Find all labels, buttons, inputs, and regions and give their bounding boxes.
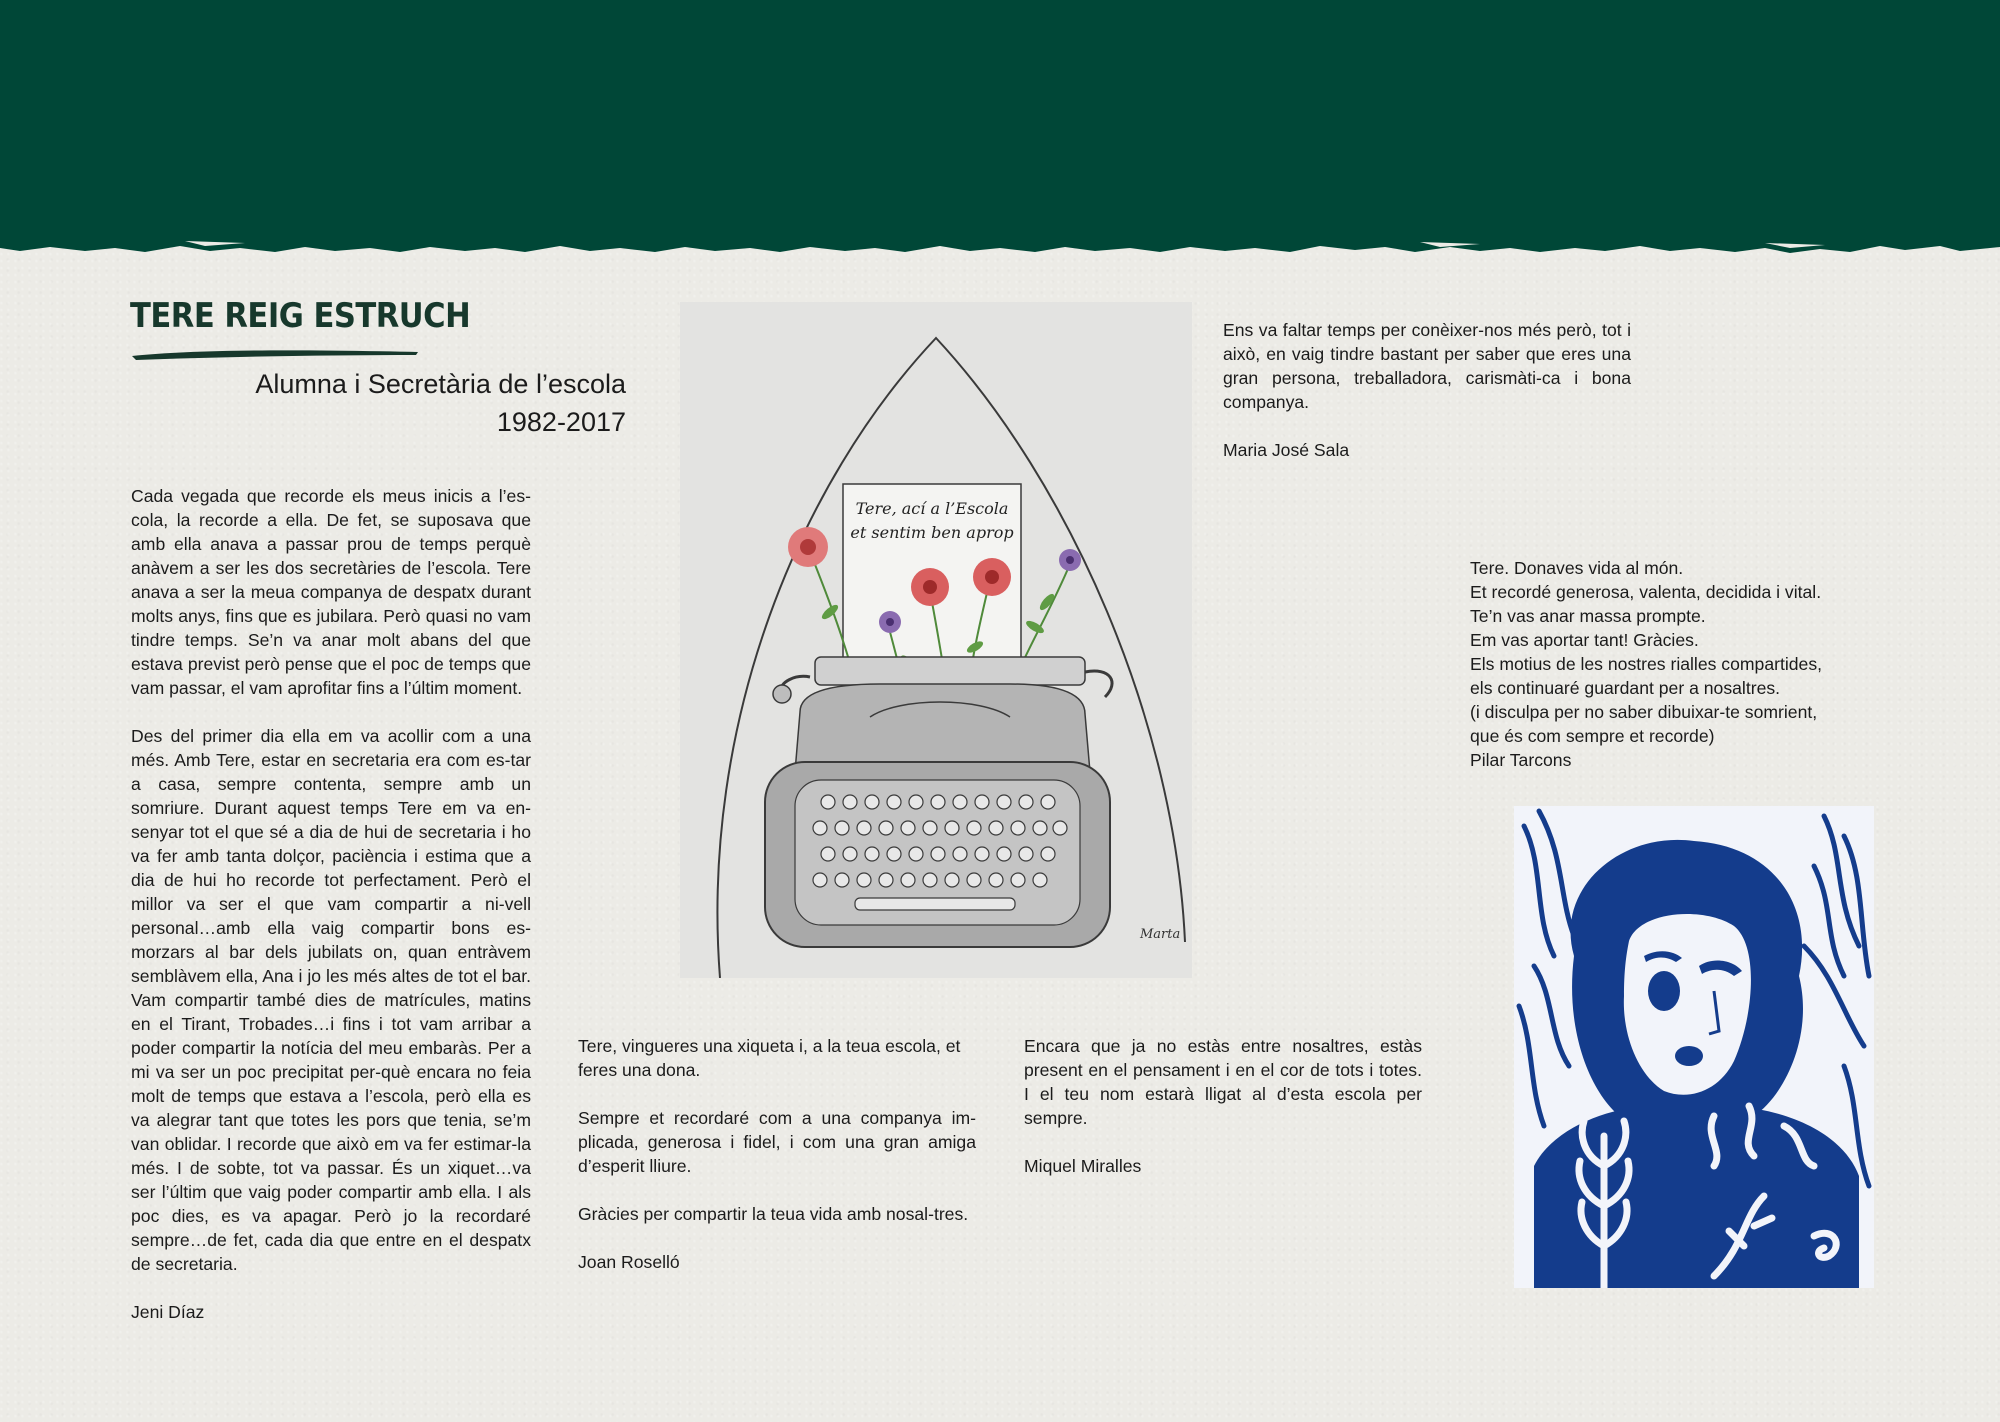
tribute-pilar (1470, 556, 1870, 796)
spacebar (855, 898, 1015, 910)
drawing-paper-line2: et sentim ben aprop (850, 523, 1014, 542)
poem-line: Te’n vas anar massa prompte. (1470, 606, 1706, 626)
red-flower-icon (973, 558, 1011, 596)
header-banner (0, 0, 2000, 262)
linocut-portrait-image (1514, 806, 1874, 1288)
subtitle-role: Alumna i Secretària de l’escola (255, 369, 626, 399)
purple-flower-icon (1059, 549, 1081, 571)
tribute-paragraph: Tere, vingueres una xiqueta i, a la teua escola, et feres una dona. (578, 1036, 961, 1080)
tribute-jeni (131, 484, 531, 1348)
purple-flower-icon (879, 611, 901, 633)
poem-line: els continuaré guardant per a nosaltres. (1470, 678, 1781, 698)
tribute-paragraph: Gràcies per compartir la teua vida amb nosal-tres. (578, 1204, 969, 1224)
poem-line: que és com sempre et recorde) (1470, 726, 1715, 746)
subtitle-years: 1982-2017 (496, 407, 626, 437)
tribute-paragraph: Cada vegada que recorde els meus inicis a l’es-cola, la recorde a ella. De fet, se suposava que amb ella anava a passar prou de temps perquè anàvem a ser les dos secretàries de l’escola. Tere anava a ser la meua companya de despatx durant molts anys, fins que es jubilara. Però quasi no vam tindre temps. Se’n va anar molt abans del que estava previst però pense que el poc de temps que vam passar, el vam aprofitar fins a l’últim moment. (131, 486, 531, 698)
tribute-signature: Jeni Díaz (131, 1302, 205, 1322)
tribute-paragraph: Sempre et recordaré com a una companya im-plicada, generosa i fidel, i com una gran amiga d’esperit lliure. (578, 1108, 976, 1176)
artist-signature: Marta (1140, 927, 1181, 942)
tribute-signature: Miquel Miralles (1024, 1156, 1142, 1176)
red-flower-icon (911, 568, 949, 606)
typewriter-illustration (680, 302, 1192, 978)
typewriter-drawing (680, 302, 1192, 978)
tribute-miquel (1024, 1034, 1422, 1202)
tribute-paragraph: Des del primer dia ella em va acollir com a una més. Amb Tere, estar en secretaria era com es-tar a casa, sempre contenta, sempre amb un somriure. Durant aquest temps Tere em va en-senyar tot el que sé a dia de hui de secretaria i ho va fer amb tanta dolçor, paciència i estima que a dia de hui ho recorde tot perfectament. Però el millor va ser el que vam compartir a ni-vell personal…amb ella vaig compartir bons es-morzars al bar dels jubilats on, quan entràvem semblàvem ella, Ana i jo les més altes de tot el bar. Vam compartir també dies de matrícules, matins en el Tirant, Trobades…i fins i tot vam arribar a poder compartir la notícia del meu embaràs. Per a mi va ser un poc precipitat per-què encara no feia molt de temps que estava a l’escola, però ella es va alegrar tant que totes les pors que tenia, se’m van oblidar. I recorde que això em va fer estimar-la més. I de sobte, tot va passar. És un xiquet…va ser l’últim que vaig poder compartir amb ella. I als poc dies, es va apagar. Però jo la recordaré sempre…de fet, cada dia que entre en el despatx de secretaria. (131, 726, 531, 1274)
poem-line: Tere. Donaves vida al món. (1470, 558, 1684, 578)
page-title: TERE REIG ESTRUCH (130, 296, 471, 336)
poem-line: Et recordé generosa, valenta, decidida i vital. (1470, 582, 1822, 602)
tribute-paragraph: Encara que ja no estàs entre nosaltres, estàs present en el pensament i en el cor de tots i totes. I el teu nom estarà lligat al d’esta escola per sempre. (1024, 1036, 1422, 1128)
torn-banner-shape (0, 0, 2000, 262)
tribute-signature: Joan Roselló (578, 1252, 680, 1272)
tribute-signature: Maria José Sala (1223, 440, 1350, 460)
red-flower-icon (788, 527, 828, 567)
poem-line: Em vas aportar tant! Gràcies. (1470, 630, 1699, 650)
subtitle (130, 365, 626, 441)
tribute-paragraph: Ens va faltar temps per conèixer-nos més però, tot i això, en vaig tindre bastant per saber que eres una gran persona, treballadora, carismàti-ca i bona companya. (1223, 320, 1631, 412)
tribute-joan (578, 1034, 976, 1298)
title-brush-underline (130, 346, 420, 362)
tribute-maria (1223, 318, 1631, 486)
poem-line: (i disculpa per no saber dibuixar-te somrient, (1470, 702, 1818, 722)
poem-line: Els motius de les nostres rialles compartides, (1470, 654, 1823, 674)
linocut-portrait (1514, 806, 1874, 1288)
tribute-signature: Pilar Tarcons (1470, 750, 1572, 770)
drawing-paper-line1: Tere, ací a l’Escola (855, 499, 1009, 518)
